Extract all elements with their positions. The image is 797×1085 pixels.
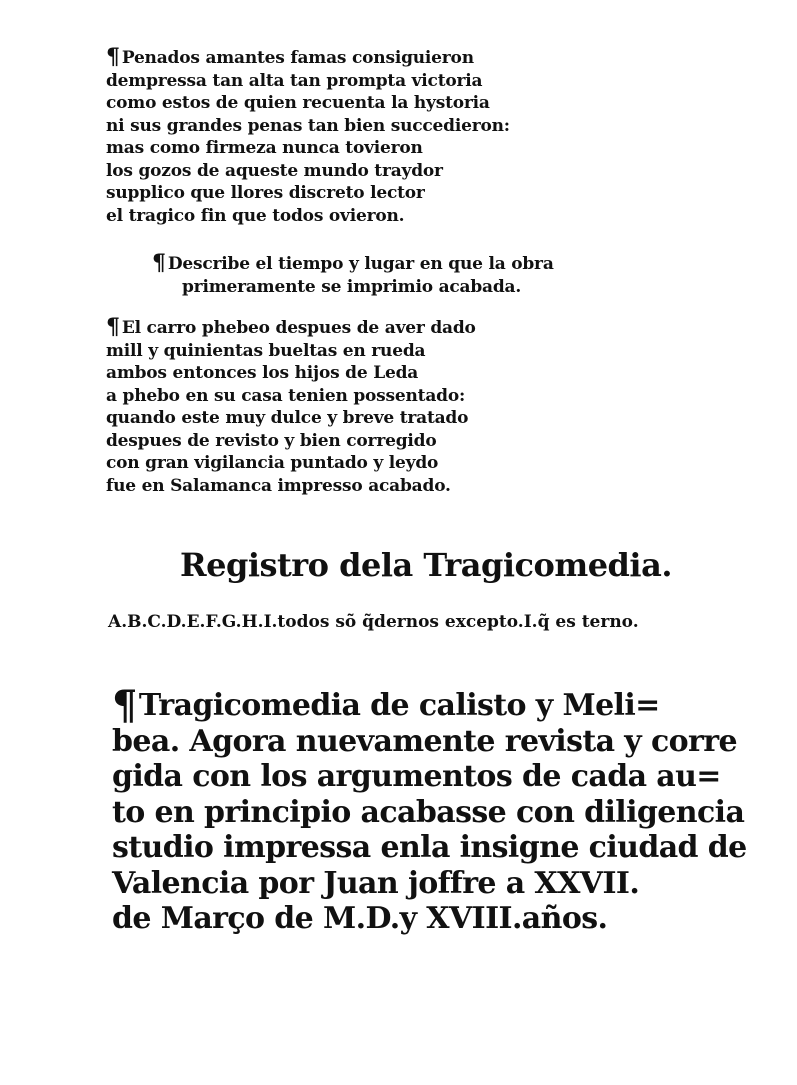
verse-line: despues de revisto y bien corregido: [106, 430, 437, 451]
verse-line: los gozos de aqueste mundo traydor: [106, 160, 443, 181]
colophon-line: Valencia por Juan joffre a XXVII.: [112, 865, 640, 901]
colophon-line: [112, 682, 747, 729]
colophon-line: to en principio acabasse con diligencia: [112, 794, 745, 830]
verse-line: [106, 46, 510, 70]
heading-line: primeramente se imprimio acabada.: [182, 276, 522, 297]
verse-line: el tragico fin que todos ovieron.: [106, 205, 405, 226]
verse-line: ambos entonces los hijos de Leda: [106, 363, 419, 383]
pilcrow-mark: ¶: [152, 250, 166, 276]
colophon-line: gida con los argumentos de cada au=: [112, 759, 721, 794]
section-heading-describe: [152, 252, 554, 298]
heading-line-text: Describe el tiempo y lugar en que la obra: [167, 254, 554, 274]
colophon-line-text: Tragicomedia de calisto y Meli=: [138, 688, 660, 723]
colophon-line: studio impressa enla insigne ciudad de: [112, 830, 747, 865]
pilcrow-mark: ¶: [112, 682, 137, 729]
verse-line: quando este muy dulce y breve tratado: [106, 408, 469, 428]
verse-line: ni sus grandes penas tan bien succedieron:: [106, 115, 510, 136]
pilcrow-mark: ¶: [106, 314, 120, 340]
stanza-carro-phebeo: [106, 316, 476, 497]
verse-line: como estos de quien recuenta la hystoria: [106, 93, 490, 113]
stanza-penados-amantes: [106, 46, 510, 227]
verse-line: supplico que llores discreto lector: [106, 183, 425, 203]
pilcrow-mark: ¶: [106, 44, 120, 70]
verse-line: [106, 316, 476, 340]
verse-line: mill y quinientas bueltas en rueda: [106, 340, 426, 361]
registro-signatures: A.B.C.D.E.F.G.H.I.todos sõ q̃dernos excepto.I.q̃ es terno.: [108, 612, 639, 632]
colophon: [112, 682, 747, 937]
heading-line: [152, 252, 554, 276]
colophon-line: de Março de M.D.y XVIII.años.: [112, 901, 608, 936]
verse-line: con gran vigilancia puntado y leydo: [106, 453, 439, 473]
verse-line: dempressa tan alta tan prompta victoria: [106, 70, 483, 91]
verse-line: fue en Salamanca impresso acabado.: [106, 475, 451, 496]
verse-line-text: Penados amantes famas consiguieron: [121, 48, 474, 68]
colophon-line: bea. Agora nuevamente revista y corre: [112, 723, 737, 759]
verse-line: a phebo en su casa tenien possentado:: [106, 385, 466, 406]
verse-line-text: El carro phebeo despues de aver dado: [121, 318, 476, 338]
registro-title: Registro dela Tragicomedia.: [180, 546, 672, 584]
verse-line: mas como firmeza nunca tovieron: [106, 138, 423, 158]
